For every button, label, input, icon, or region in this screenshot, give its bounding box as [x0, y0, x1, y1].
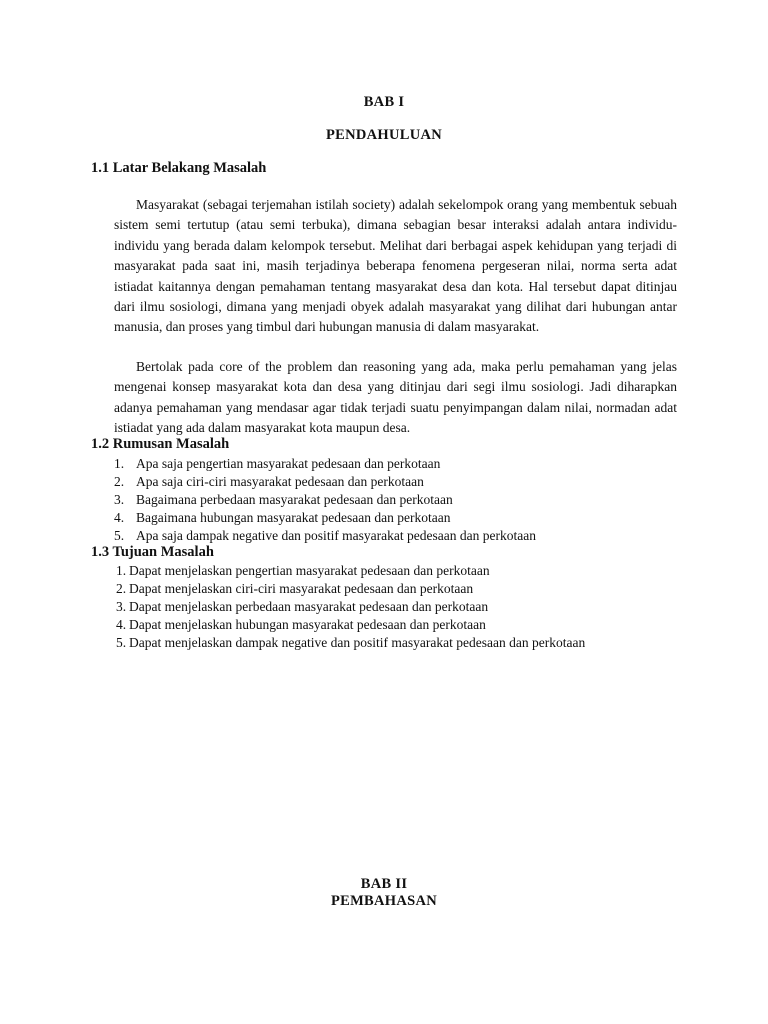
list-item-number: 4.	[114, 510, 125, 525]
list-item-number: 3.	[116, 599, 127, 614]
objectives-list	[116, 562, 585, 652]
list-item	[114, 455, 536, 473]
list-item-text: Dapat menjelaskan perbedaan masyarakat pedesaan dan perkotaan	[129, 599, 489, 614]
list-item-text: Bagaimana perbedaan masyarakat pedesaan dan perkotaan	[136, 492, 453, 507]
list-item	[116, 598, 585, 616]
list-item-number: 1.	[116, 563, 127, 578]
section-1-1-heading: 1.1 Latar Belakang Masalah	[91, 160, 267, 176]
list-item	[116, 634, 585, 652]
list-item	[116, 580, 585, 598]
list-item-text: Apa saja pengertian masyarakat pedesaan dan perkotaan	[136, 456, 441, 471]
list-item-text: Apa saja dampak negative dan positif masyarakat pedesaan dan perkotaan	[136, 528, 536, 543]
chapter-1-title: PENDAHULUAN	[325, 127, 443, 143]
list-item-text: Dapat menjelaskan pengertian masyarakat pedesaan dan perkotaan	[129, 563, 490, 578]
section-1-3-heading: 1.3 Tujuan Masalah	[91, 544, 214, 560]
chapter-2-label: BAB II	[360, 876, 408, 892]
list-item	[114, 509, 536, 527]
section-1-2-heading: 1.2 Rumusan Masalah	[91, 436, 230, 452]
chapter-1-label: BAB I	[363, 94, 405, 110]
list-item-number: 5.	[116, 635, 127, 650]
list-item	[114, 473, 536, 491]
background-paragraph-1: Masyarakat (sebagai terjemahan istilah society) adalah sekelompok orang yang membentuk sebuah sistem semi tertutup (atau semi terbuka), dimana sebagian besar interaksi adalah antara individu-individu yang berada dalam kelompok tersebut. Melihat dari berbagai aspek kehidupan yang terjadi di masyarakat pada saat ini, masih terjadinya beberapa fenomena pergeseran nilai, norma serta adat istiadat kaitannya dengan pemahaman tentang masyarakat desa dan kota. Hal tersebut dapat ditinjau dari ilmu sosiologi, dimana yang menjadi obyek adalah masyarakat yang dilihat dari hubungan antar manusia, dan proses yang timbul dari hubungan manusia di dalam masyarakat.	[114, 197, 677, 335]
list-item	[116, 616, 585, 634]
list-item-number: 3.	[114, 492, 125, 507]
list-item-text: Dapat menjelaskan ciri-ciri masyarakat pedesaan dan perkotaan	[129, 581, 474, 596]
list-item	[114, 491, 536, 509]
list-item-number: 1.	[114, 456, 125, 471]
list-item-text: Apa saja ciri-ciri masyarakat pedesaan dan perkotaan	[136, 474, 424, 489]
list-item	[114, 527, 536, 545]
list-item-number: 2.	[114, 474, 125, 489]
background-paragraph-2: Bertolak pada core of the problem dan reasoning yang ada, maka perlu pemahaman yang jelas mengenai konsep masyarakat kota dan desa yang ditinjau dari segi ilmu sosiologi. Jadi diharapkan adanya pemahaman yang mendasar agar tidak terjadi suatu penyimpangan dalam nilai, normadan adat istiadat yang ada dalam masyarakat kota maupun desa.	[114, 359, 677, 436]
list-item-number: 5.	[114, 528, 125, 543]
list-item-text: Dapat menjelaskan dampak negative dan positif masyarakat pedesaan dan perkotaan	[129, 635, 586, 650]
problem-formulation-list	[114, 455, 536, 545]
list-item-number: 2.	[116, 581, 127, 596]
list-item-text: Bagaimana hubungan masyarakat pedesaan dan perkotaan	[136, 510, 451, 525]
list-item-number: 4.	[116, 617, 127, 632]
list-item	[116, 562, 585, 580]
list-item-text: Dapat menjelaskan hubungan masyarakat pedesaan dan perkotaan	[129, 617, 486, 632]
chapter-2-title: PEMBAHASAN	[330, 893, 438, 909]
